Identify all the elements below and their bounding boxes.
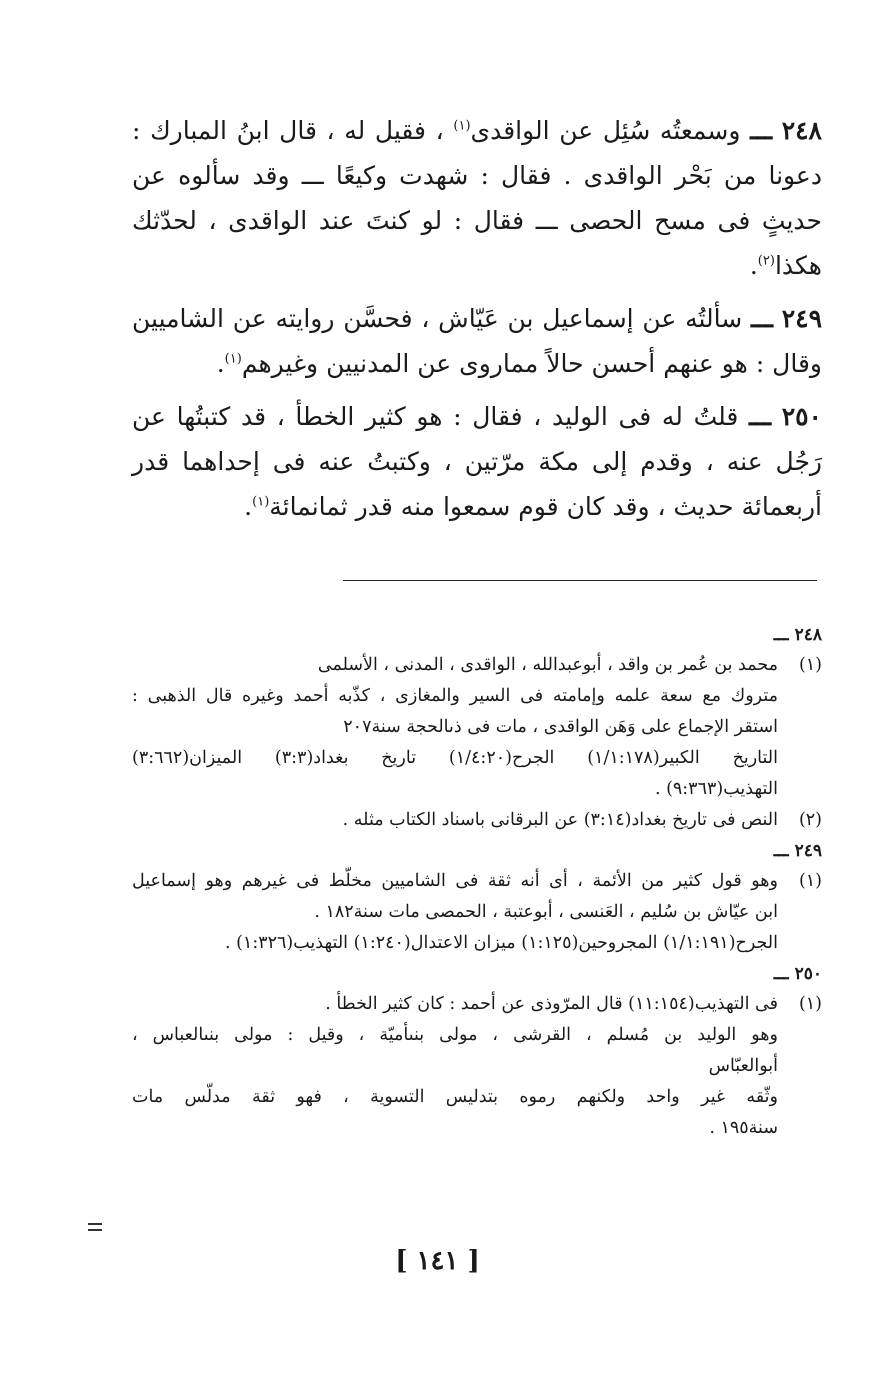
footnote-line: وهو الوليد بن مُسلم ، القرشى ، مولى بنىأميّة ، وقيل : مولى بنىالعباس ، (132, 1025, 778, 1045)
entry-dash: ـــ (749, 402, 772, 431)
footnote-number: (٢) (798, 810, 822, 830)
footnotes (132, 620, 822, 1144)
footnote-group-head: ٢٤٨ ـــ (773, 625, 822, 645)
entry-number: ٢٤٨ (781, 116, 822, 145)
footnote-ref[interactable]: (٢) (757, 253, 775, 269)
entry-dash: ـــ (750, 116, 773, 145)
footnote-number: (١) (798, 655, 822, 675)
footnote-line: وثّقه غير واحد ولكنهم رموه بتدليس التسوية ، فهو ثقة مدلّس مات (132, 1087, 778, 1107)
entry-text: وسمعتُه سُئِل عن الواقدى (470, 116, 741, 145)
entry-end: . (216, 349, 225, 378)
entry-end: . (244, 492, 253, 521)
margin-mark (88, 1223, 102, 1225)
footnote-item (132, 866, 822, 959)
footnote-group-head: ٢٤٩ ـــ (773, 841, 822, 861)
footnote-ref[interactable]: (١) (252, 494, 270, 510)
footnote-line: متروك مع سعة علمه وإمامته فى السير والمغازى ، كذّبه أحمد وغيره قال الذهبى : (132, 686, 778, 706)
entry-text-rest: ، فقيل له ، قال ابنُ المبارك : دعونا من بَحْر الواقدى . فقال : شهدت وكيعًا ـــ وقد سألوه عن حديثٍ فى مسح الحصى ـــ فقال : لو كنتَ عند الواقدى ، لحدّثك هكذا (132, 116, 822, 280)
footnote-number: (١) (798, 871, 822, 891)
footnote-line: استقر الإجماع على وَهَن الواقدى ، مات فى ذىالحجة سنة٢٠٧ (343, 717, 778, 737)
margin-mark (88, 1229, 102, 1231)
entry-text: سألتُه عن إسماعيل بن عَيّاش ، فحسَّن روايته عن الشاميين وقال : هو عنهم أحسن حالاً مماروى عن المدنيين وغيرهم (132, 304, 822, 378)
entry-249 (132, 296, 822, 386)
footnote-number: (١) (798, 994, 822, 1014)
page-number: [ ١٤١ ] (395, 1246, 480, 1276)
footnote-line: النص فى تاريخ بغداد(٣:١٤) عن البرقانى باسناد الكتاب مثله . (342, 810, 778, 830)
footnote-ref[interactable]: (١) (224, 351, 242, 367)
footnote-line: فى التهذيب(١١:١٥٤) قال المرّوذى عن أحمد : كان كثير الخطأ . (325, 994, 778, 1014)
entry-number: ٢٤٩ (781, 304, 823, 333)
footnote-item (132, 805, 822, 836)
footnote-line: التهذيب(٩:٣٦٣) . (654, 779, 778, 799)
entry-dash: ـــ (750, 304, 773, 333)
main-text (132, 108, 822, 529)
footnote-line: ابن عيّاش بن سُليم ، العَنسى ، أبوعتبة ، الحمصى مات سنة١٨٢ . (314, 902, 778, 922)
footnote-item (132, 989, 822, 1144)
footnote-line: الجرح(١/١:١٩١) المجروحين(١:١٢٥) ميزان الاعتدال(١:٢٤٠) التهذيب(١:٣٢٦) . (224, 933, 778, 953)
footnote-line: وهو قول كثير من الأئمة ، أى أنه ثقة فى الشاميين مخلّط فى غيرهم وهو إسماعيل (132, 871, 778, 891)
entry-248 (132, 108, 822, 288)
footnote-group-head: ٢٥٠ ـــ (773, 964, 822, 984)
entry-text: قلتُ له فى الوليد ، فقال : هو كثير الخطأ ، قد كتبتُها عن رَجُل عنه ، وقدم إلى مكة مرّتين ، وكتبتُ عنه فى إحداهما قدر أربعمائة حديث ، وقد كان قوم سمعوا منه قدر ثمانمائة (132, 402, 822, 521)
footnote-line: سنة١٩٥ . (709, 1118, 778, 1138)
footnote-item (132, 650, 822, 805)
footnote-line: محمد بن عُمر بن واقد ، أبوعبدالله ، الواقدى ، المدنى ، الأسلمى (317, 655, 778, 675)
footnote-line: التاريخ الكبير(١/١:١٧٨) الجرح(١/٤:٢٠) تاريخ بغداد(٣:٣) الميزان(٣:٦٦٢) (132, 748, 778, 768)
footnote-ref[interactable]: (١) (453, 118, 471, 134)
entry-number: ٢٥٠ (781, 402, 822, 431)
entry-250 (132, 394, 822, 529)
footnote-line: أبوالعبّاس (708, 1056, 778, 1076)
entry-end: . (749, 251, 758, 280)
footnote-separator (343, 580, 817, 581)
